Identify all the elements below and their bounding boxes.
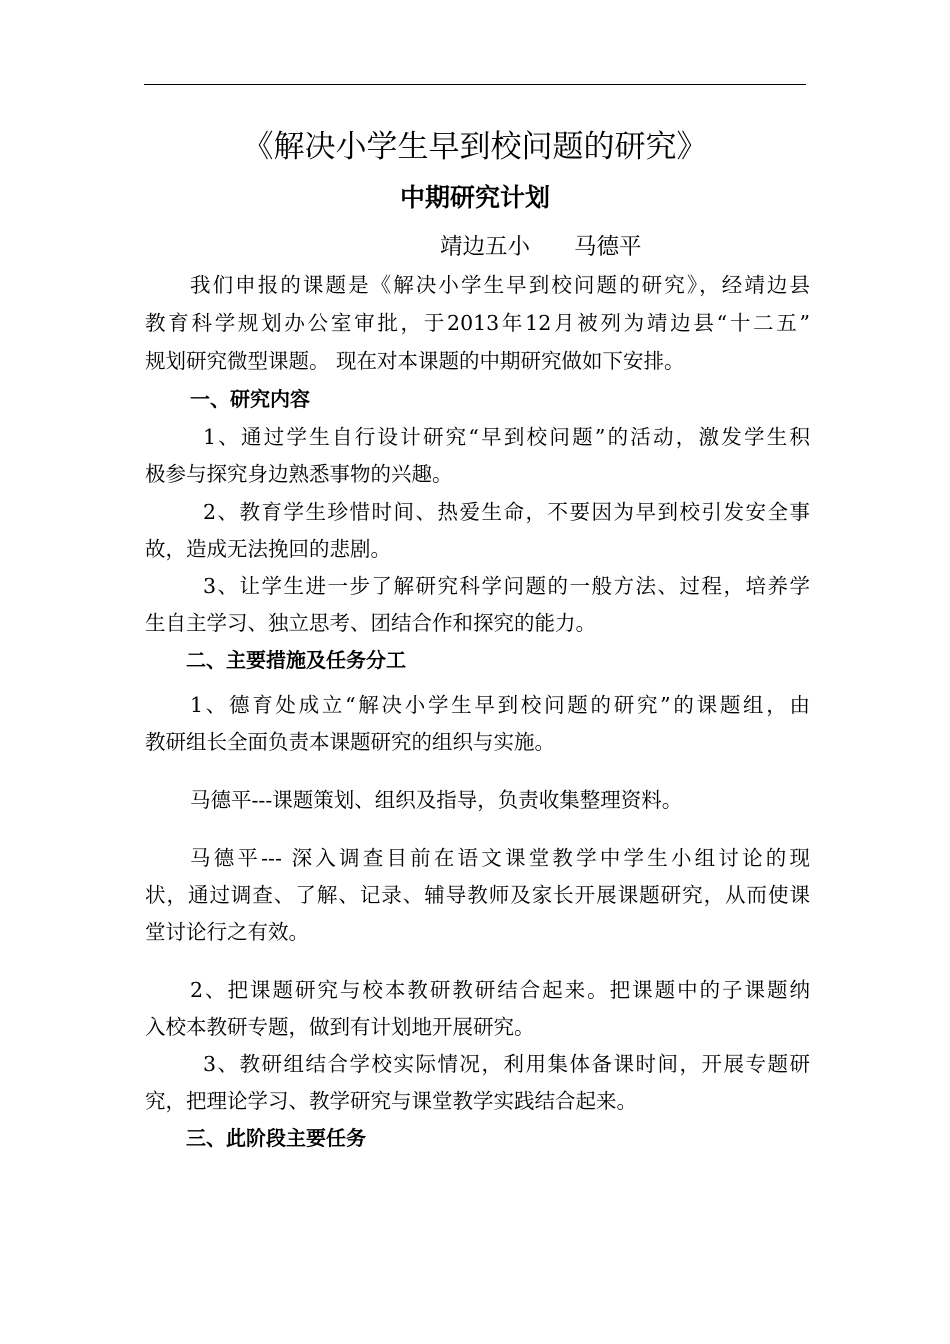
section-2-duty-2-line-3: 堂讨论行之有效。 [145, 920, 309, 944]
section-2-item-1-line-2: 教研组长全面负责本课题研究的组织与实施。 [145, 730, 555, 754]
section-2-duty-1: 马德平---课题策划、组织及指导，负责收集整理资料。 [190, 788, 683, 812]
section-1-item-1-line-2: 极参与探究身边熟悉事物的兴趣。 [145, 462, 453, 486]
document-subtitle: 中期研究计划 [399, 183, 550, 212]
section-1-item-1-line-1: 1、通过学生自行设计研究“早到校问题”的活动，激发学生积 [203, 425, 810, 449]
section-1-item-3-line-2: 生自主学习、独立思考、团结合作和探究的能力。 [145, 611, 596, 635]
intro-line-2: 教育科学规划办公室审批，于2013年12月被列为靖边县“十二五” [145, 311, 810, 335]
section-2-item-3-line-1: 3、教研组结合学校实际情况，利用集体备课时间，开展专题研 [203, 1052, 810, 1076]
section-1-heading: 一、研究内容 [190, 387, 310, 411]
section-2-duty-2-line-2: 状，通过调查、了解、记录、辅导教师及家长开展课题研究，从而使课 [145, 883, 810, 907]
intro-line-3: 规划研究微型课题。 现在对本课题的中期研究做如下安排。 [145, 349, 685, 373]
section-2-item-2-line-1: 2、把课题研究与校本教研教研结合起来。把课题中的子课题纳 [190, 978, 810, 1002]
section-2-item-3-line-2: 究，把理论学习、教学研究与课堂教学实践结合起来。 [145, 1089, 637, 1113]
section-3-heading: 三、此阶段主要任务 [186, 1126, 366, 1150]
section-1-item-2-line-1: 2、教育学生珍惜时间、热爱生命，不要因为早到校引发安全事 [203, 500, 810, 524]
author-name: 马德平 [574, 234, 642, 260]
section-2-item-2-line-2: 入校本教研专题，做到有计划地开展研究。 [145, 1015, 535, 1039]
author-line [440, 232, 642, 262]
author-school: 靖边五小 [440, 234, 531, 260]
section-1-item-3-line-1: 3、让学生进一步了解研究科学问题的一般方法、过程，培养学 [203, 574, 810, 598]
intro-line-1: 我们申报的课题是《解决小学生早到校问题的研究》，经靖边县 [190, 273, 810, 297]
document-title: 《解决小学生早到校问题的研究》 [242, 129, 708, 165]
section-2-duty-2-line-1: 马德平--- 深入调查目前在语文课堂教学中学生小组讨论的现 [190, 846, 810, 870]
section-2-heading: 二、主要措施及任务分工 [186, 648, 406, 672]
section-1-item-2-line-2: 故，造成无法挽回的悲剧。 [145, 537, 391, 561]
header-rule [144, 84, 806, 85]
section-2-item-1-line-1: 1、德育处成立“解决小学生早到校问题的研究”的课题组，由 [190, 693, 810, 717]
